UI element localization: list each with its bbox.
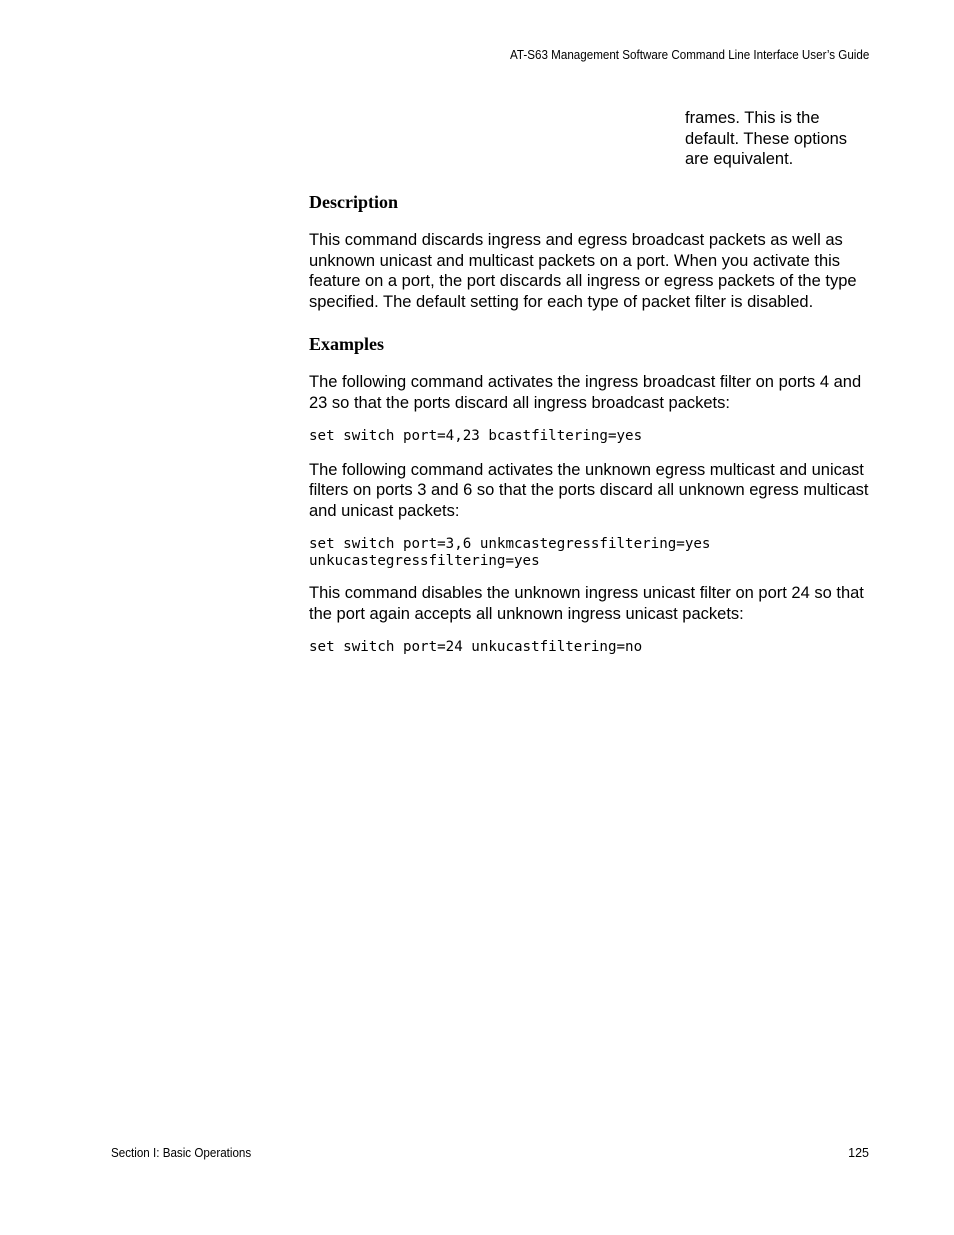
code-line: set switch port=3,6 unkmcastegressfiltering=yes [309, 536, 711, 552]
main-content [309, 190, 879, 656]
running-header: AT-S63 Management Software Command Line Interface User’s Guide [509, 48, 869, 62]
description-paragraph: This command discards ingress and egress broadcast packets as well as unknown unicast and multicast packets on a port. When you activate this feature on a port, the port discards all ingress or egress packets of the type specified. The default setting for each type of packet filter is disabled. [309, 231, 857, 311]
example-1-command [309, 428, 879, 445]
code-line: set switch port=4,23 bcastfiltering=yes [309, 428, 643, 444]
example-3-text: This command disables the unknown ingress unicast filter on port 24 so that the port again accepts all unknown ingress unicast packets: [309, 584, 864, 623]
example-1-text: The following command activates the ingress broadcast filter on ports 4 and 23 so that the ports discard all ingress broadcast packets: [309, 373, 862, 412]
example-3-command [309, 639, 879, 656]
example-2-command [309, 536, 879, 569]
continued-option-text [685, 108, 875, 170]
footer-page-number: 125 [848, 1146, 869, 1160]
footer-section-label: Section I: Basic Operations [111, 1146, 252, 1160]
continued-line: are equivalent. [685, 150, 794, 168]
example-2-text: The following command activates the unknown egress multicast and unicast filters on ports 3 and 6 so that the ports discard all unknown egress multicast and unicast packets: [309, 460, 869, 520]
code-line: set switch port=24 unkucastfiltering=no [309, 639, 643, 655]
code-line: unkucastegressfiltering=yes [309, 552, 540, 569]
continued-line: frames. This is the [685, 109, 820, 127]
continued-line: default. These options [685, 129, 848, 148]
description-heading: Description [309, 192, 398, 212]
examples-heading: Examples [309, 334, 385, 354]
